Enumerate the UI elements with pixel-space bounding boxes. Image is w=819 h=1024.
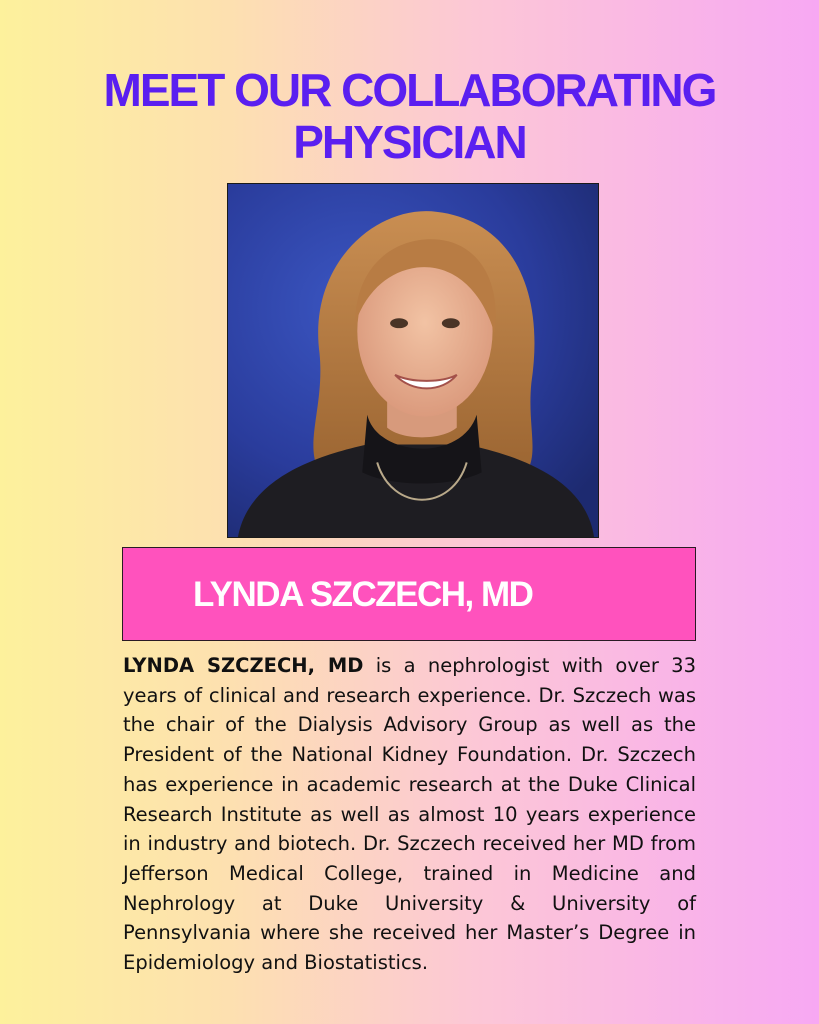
headline-line-1: MEET OUR COLLABORATING — [103, 64, 716, 116]
page-headline — [0, 64, 819, 168]
physician-photo — [227, 183, 599, 538]
bio-name: LYNDA SZCZECH, MD — [123, 654, 364, 677]
right-eye — [442, 318, 460, 328]
headline-line-2: PHYSICIAN — [293, 116, 526, 168]
physician-bio — [123, 651, 696, 978]
portrait-illustration — [228, 184, 598, 537]
name-banner — [122, 547, 696, 641]
bio-text: is a nephrologist with over 33 years of clinical and research experience. Dr. Szczech was the chair of the Dialysis Advisory Group as well as the President of the National Kidney Foundation. Dr. Szczech has experience in academic research at the Duke Clinical Research Institute as well as almost 10 years experience in industry and biotech. Dr. Szczech received her MD from Jefferson Medical College, trained in Medicine and Nephrology at Duke University & University of Pennsylvania where she received her Master’s Degree in Epidemiology and Biostatistics. — [123, 654, 696, 975]
left-eye — [390, 318, 408, 328]
physician-name: LYNDA SZCZECH, MD — [193, 575, 533, 614]
